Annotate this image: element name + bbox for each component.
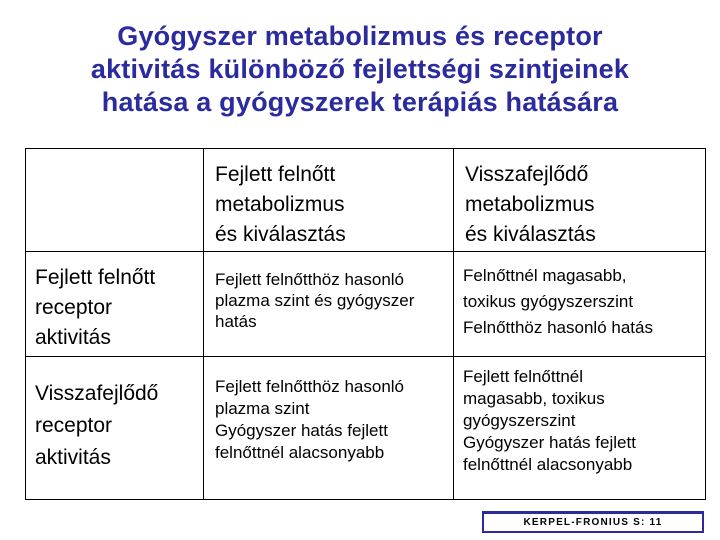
cell-text: Felnőttnél magasabb, <box>463 266 627 285</box>
cell-text: Felnőtthöz hasonló hatás <box>463 318 653 337</box>
title-line-1: Gyógyszer metabolizmus és receptor <box>117 21 603 51</box>
header-cell-declining-metabolism <box>454 149 706 252</box>
row-header-text: Visszafejlődő <box>35 382 159 405</box>
cell-text: Fejlett felnőtthöz hasonló <box>215 377 405 396</box>
cell-text: hatás <box>215 312 257 331</box>
row-header-developed-receptor <box>26 252 204 357</box>
row-header-text: aktivitás <box>35 446 111 469</box>
cell-text: magasabb, toxikus <box>463 389 605 408</box>
cell-text: plazma szint <box>215 399 310 418</box>
table-row <box>26 357 706 500</box>
comparison-table <box>25 148 706 500</box>
slide-title <box>20 20 700 119</box>
header-text: Fejlett felnőtt <box>215 163 336 186</box>
header-text: metabolizmus <box>215 193 345 216</box>
empty-corner-cell <box>26 149 204 252</box>
header-text: Visszafejlődő <box>465 163 589 186</box>
header-text: metabolizmus <box>465 193 595 216</box>
table-row <box>26 252 706 357</box>
header-cell-developed-metabolism <box>204 149 454 252</box>
row-header-text: Fejlett felnőtt <box>35 266 156 289</box>
row-header-text: aktivitás <box>35 326 111 349</box>
title-line-2: aktivitás különböző fejlettségi szintjeinek <box>90 54 630 84</box>
title-line-3: hatása a gyógyszerek terápiás hatására <box>101 87 619 117</box>
citation-footer: KERPEL-FRONIUS S: 11 <box>482 511 704 533</box>
cell-text: Fejlett felnőtthöz hasonló <box>215 270 405 289</box>
table-cell <box>204 252 454 357</box>
cell-text: plazma szint és gyógyszer <box>215 291 415 310</box>
cell-text: toxikus gyógyszerszint <box>463 292 634 311</box>
cell-text: Gyógyszer hatás fejlett <box>215 421 388 440</box>
table-cell <box>454 357 706 500</box>
row-header-declining-receptor <box>26 357 204 500</box>
table-header-row <box>26 149 706 252</box>
table-cell <box>204 357 454 500</box>
header-text: és kiválasztás <box>465 223 596 246</box>
cell-text: felnőttnél alacsonyabb <box>463 455 633 474</box>
table-cell <box>454 252 706 357</box>
row-header-text: receptor <box>35 296 113 319</box>
cell-text: felnőttnél alacsonyabb <box>215 443 385 462</box>
cell-text: Gyógyszer hatás fejlett <box>463 433 636 452</box>
header-text: és kiválasztás <box>215 223 346 246</box>
row-header-text: receptor <box>35 414 113 437</box>
cell-text: Fejlett felnőttnél <box>463 367 584 386</box>
cell-text: gyógyszerszint <box>463 411 576 430</box>
